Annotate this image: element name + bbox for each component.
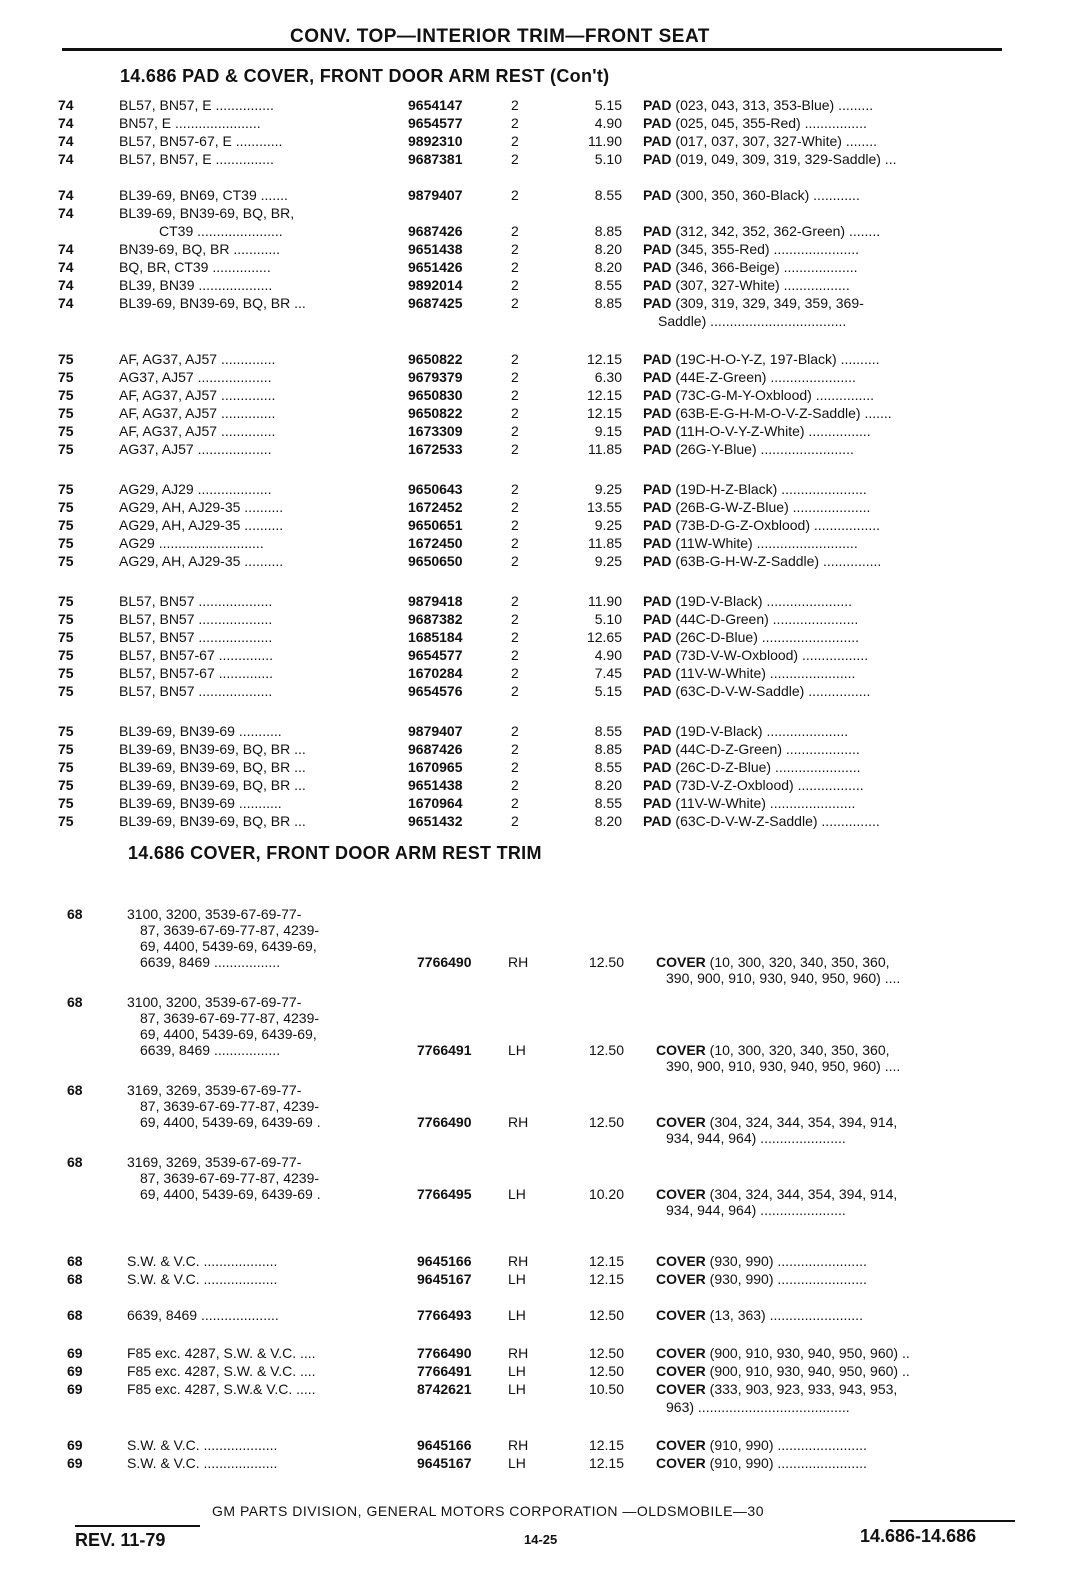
- price: 8.20: [594, 241, 622, 257]
- price: 13.55: [586, 499, 622, 515]
- quantity: RH: [508, 1253, 529, 1269]
- part-number: 9879418: [408, 593, 463, 609]
- ref-number: 75: [58, 499, 74, 515]
- quantity: LH: [508, 1186, 526, 1202]
- part-description: COVER (930, 990) .......................: [656, 1253, 867, 1269]
- quantity: 2: [511, 441, 519, 457]
- model-usage: 87, 3639-67-69-77-87, 4239-: [140, 1170, 320, 1186]
- ref-number: 75: [58, 665, 74, 681]
- ref-number: 68: [67, 1271, 83, 1287]
- part-description: PAD (300, 350, 360-Black) ............: [643, 187, 860, 203]
- part-description: COVER (304, 324, 344, 354, 394, 914,: [656, 1114, 898, 1130]
- part-description: PAD (346, 366-Beige) ...................: [643, 259, 858, 275]
- quantity: 2: [511, 277, 519, 293]
- price: 10.50: [588, 1381, 624, 1397]
- ref-number: 74: [58, 295, 74, 311]
- ref-number: 75: [58, 481, 74, 497]
- ref-number: 68: [67, 1154, 83, 1170]
- quantity: 2: [511, 223, 519, 239]
- model-usage: 3169, 3269, 3539-67-69-77-: [127, 1082, 302, 1098]
- model-usage: 6639, 8469 ....................: [127, 1307, 279, 1323]
- price: 5.15: [594, 97, 622, 113]
- quantity: 2: [511, 387, 519, 403]
- ref-number: 68: [67, 1253, 83, 1269]
- part-description: PAD (73B-D-G-Z-Oxblood) .................: [643, 517, 881, 533]
- model-usage: BN39-69, BQ, BR ............: [119, 241, 281, 257]
- ref-number: 75: [58, 517, 74, 533]
- part-number: 9650822: [408, 405, 463, 421]
- part-description: COVER (10, 300, 320, 340, 350, 360,: [656, 954, 890, 970]
- ref-number: 75: [58, 629, 74, 645]
- model-usage: BL57, BN57, E ...............: [119, 97, 274, 113]
- part-number: 9645167: [417, 1455, 472, 1471]
- part-number: 1670965: [408, 759, 463, 775]
- quantity: 2: [511, 405, 519, 421]
- quantity: 2: [511, 151, 519, 167]
- part-number: 9654576: [408, 683, 463, 699]
- price: 8.85: [594, 223, 622, 239]
- price: 9.15: [594, 423, 622, 439]
- part-description: PAD (19C-H-O-Y-Z, 197-Black) ..........: [643, 351, 880, 367]
- model-usage: 69, 4400, 5439-69, 6439-69,: [140, 1026, 317, 1042]
- price: 6.30: [594, 369, 622, 385]
- model-usage: AF, AG37, AJ57 ..............: [119, 387, 276, 403]
- model-usage: BL39-69, BN39-69, BQ, BR ...: [119, 777, 306, 793]
- part-number: 9651426: [408, 259, 463, 275]
- model-usage: AG37, AJ57 ...................: [119, 441, 272, 457]
- price: 12.15: [586, 387, 622, 403]
- price: 12.15: [586, 405, 622, 421]
- quantity: 2: [511, 351, 519, 367]
- ref-number: 75: [58, 813, 74, 829]
- model-usage: 87, 3639-67-69-77-87, 4239-: [140, 1098, 320, 1114]
- price: 8.20: [594, 259, 622, 275]
- model-usage: 3100, 3200, 3539-67-69-77-: [127, 994, 302, 1010]
- model-usage: BL57, BN57-67, E ............: [119, 133, 283, 149]
- price: 10.20: [588, 1186, 624, 1202]
- ref-number: 69: [67, 1363, 83, 1379]
- quantity: 2: [511, 629, 519, 645]
- part-description: PAD (11V-W-White) ......................: [643, 795, 856, 811]
- quantity: RH: [508, 1345, 529, 1361]
- part-number: 9687381: [408, 151, 463, 167]
- part-description: PAD (19D-H-Z-Black) ......................: [643, 481, 867, 497]
- model-usage: S.W. & V.C. ...................: [127, 1455, 278, 1471]
- part-description: PAD (26C-D-Blue) .........................: [643, 629, 860, 645]
- part-description: COVER (910, 990) .......................: [656, 1437, 867, 1453]
- ref-number: 75: [58, 683, 74, 699]
- ref-number: 69: [67, 1345, 83, 1361]
- part-number: 9892014: [408, 277, 463, 293]
- part-number: 1685184: [408, 629, 463, 645]
- price: 8.85: [594, 741, 622, 757]
- part-description: 390, 900, 910, 930, 940, 950, 960) ....: [666, 970, 901, 986]
- price: 12.15: [588, 1271, 624, 1287]
- part-description: PAD (44E-Z-Green) ......................: [643, 369, 856, 385]
- header-divider: [62, 48, 1002, 51]
- price: 8.20: [594, 813, 622, 829]
- part-number: 9650650: [408, 553, 463, 569]
- part-number: 1672452: [408, 499, 463, 515]
- price: 8.20: [594, 777, 622, 793]
- model-usage: AG37, AJ57 ...................: [119, 369, 272, 385]
- price: 8.55: [594, 187, 622, 203]
- quantity: RH: [508, 1114, 529, 1130]
- part-description: 934, 944, 964) ......................: [666, 1202, 846, 1218]
- model-usage: BL57, BN57-67 ..............: [119, 647, 274, 663]
- price: 8.55: [594, 723, 622, 739]
- quantity: 2: [511, 553, 519, 569]
- price: 4.90: [594, 647, 622, 663]
- part-description: PAD (019, 049, 309, 319, 329-Saddle) ...: [643, 151, 897, 167]
- part-number: 7766490: [417, 1114, 472, 1130]
- part-description: COVER (333, 903, 923, 933, 943, 953,: [656, 1381, 898, 1397]
- part-number: 9892310: [408, 133, 463, 149]
- ref-number: 74: [58, 133, 74, 149]
- price: 4.90: [594, 115, 622, 131]
- ref-number: 74: [58, 259, 74, 275]
- model-usage: BL39-69, BN39-69 ...........: [119, 795, 282, 811]
- model-usage: BN57, E ......................: [119, 115, 261, 131]
- quantity: 2: [511, 723, 519, 739]
- quantity: 2: [511, 259, 519, 275]
- model-usage: BL39-69, BN39-69 ...........: [119, 723, 282, 739]
- ref-number: 68: [67, 994, 83, 1010]
- part-number: 9645167: [417, 1271, 472, 1287]
- quantity: 2: [511, 369, 519, 385]
- price: 5.10: [594, 151, 622, 167]
- model-usage: 3169, 3269, 3539-67-69-77-: [127, 1154, 302, 1170]
- part-description: PAD (44C-D-Green) ......................: [643, 611, 859, 627]
- ref-number: 74: [58, 205, 74, 221]
- model-usage: BL57, BN57 ...................: [119, 629, 273, 645]
- quantity: 2: [511, 683, 519, 699]
- part-description: PAD (26G-Y-Blue) ........................: [643, 441, 854, 457]
- page-header-title: CONV. TOP—INTERIOR TRIM—FRONT SEAT: [290, 26, 710, 47]
- part-number: 9687426: [408, 223, 463, 239]
- quantity: 2: [511, 499, 519, 515]
- price: 12.50: [588, 1114, 624, 1130]
- part-description: PAD (19D-V-Black) .....................: [643, 723, 849, 739]
- footer-divider-left: [75, 1525, 200, 1527]
- part-number: 9679379: [408, 369, 463, 385]
- model-usage: BL57, BN57-67 ..............: [119, 665, 274, 681]
- part-description: PAD (307, 327-White) .................: [643, 277, 850, 293]
- price: 11.90: [588, 593, 622, 609]
- part-number: 8742621: [417, 1381, 472, 1397]
- part-number: 9651432: [408, 813, 463, 829]
- price: 11.85: [588, 441, 622, 457]
- ref-number: 68: [67, 1082, 83, 1098]
- part-description: PAD (025, 045, 355-Red) ................: [643, 115, 867, 131]
- footer-revision: REV. 11-79: [75, 1530, 166, 1550]
- price: 12.15: [586, 351, 622, 367]
- footer-divider-right: [890, 1520, 1015, 1522]
- model-usage: AF, AG37, AJ57 ..............: [119, 423, 276, 439]
- section-title-cover-trim: 14.686 COVER, FRONT DOOR ARM REST TRIM: [128, 843, 542, 863]
- model-usage: CT39 ......................: [159, 223, 283, 239]
- model-usage: S.W. & V.C. ...................: [127, 1271, 278, 1287]
- quantity: 2: [511, 647, 519, 663]
- part-description: COVER (900, 910, 930, 940, 950, 960) ..: [656, 1363, 910, 1379]
- price: 11.85: [588, 535, 622, 551]
- part-description: COVER (13, 363) ........................: [656, 1307, 863, 1323]
- quantity: 2: [511, 777, 519, 793]
- part-description: PAD (312, 342, 352, 362-Green) ........: [643, 223, 881, 239]
- part-number: 9651438: [408, 241, 463, 257]
- price: 8.55: [594, 795, 622, 811]
- part-number: 9654577: [408, 647, 463, 663]
- price: 11.90: [588, 133, 622, 149]
- price: 12.50: [588, 1345, 624, 1361]
- quantity: 2: [511, 665, 519, 681]
- part-description: PAD (73D-V-Z-Oxblood) .................: [643, 777, 864, 793]
- part-description: PAD (11V-W-White) ......................: [643, 665, 856, 681]
- model-usage: AG29 ...........................: [119, 535, 264, 551]
- part-description: PAD (26B-G-W-Z-Blue) ....................: [643, 499, 871, 515]
- price: 12.15: [588, 1437, 624, 1453]
- price: 9.25: [594, 517, 622, 533]
- quantity: LH: [508, 1363, 526, 1379]
- model-usage: BL39-69, BN39-69, BQ, BR ...: [119, 813, 306, 829]
- part-number: 9650651: [408, 517, 463, 533]
- model-usage: AG29, AJ29 ...................: [119, 481, 272, 497]
- part-number: 9687382: [408, 611, 463, 627]
- model-usage: BL39, BN39 ...................: [119, 277, 273, 293]
- part-description: PAD (11H-O-V-Y-Z-White) ................: [643, 423, 871, 439]
- ref-number: 75: [58, 369, 74, 385]
- ref-number: 74: [58, 97, 74, 113]
- part-number: 7766493: [417, 1307, 472, 1323]
- part-description: 963) .......................................: [666, 1399, 850, 1415]
- model-usage: 87, 3639-67-69-77-87, 4239-: [140, 1010, 320, 1026]
- model-usage: AG29, AH, AJ29-35 ..........: [119, 499, 284, 515]
- part-description: PAD (63C-D-V-W-Saddle) ................: [643, 683, 871, 699]
- price: 5.10: [594, 611, 622, 627]
- quantity: LH: [508, 1307, 526, 1323]
- ref-number: 74: [58, 241, 74, 257]
- footer-section-range: 14.686-14.686: [860, 1526, 977, 1546]
- part-description: PAD (73C-G-M-Y-Oxblood) ...............: [643, 387, 875, 403]
- price: 12.65: [586, 629, 622, 645]
- ref-number: 75: [58, 553, 74, 569]
- model-usage: BL57, BN57, E ...............: [119, 151, 274, 167]
- quantity: 2: [511, 795, 519, 811]
- part-description: PAD (11W-White) ..........................: [643, 535, 858, 551]
- part-description: COVER (900, 910, 930, 940, 950, 960) ..: [656, 1345, 910, 1361]
- model-usage: F85 exc. 4287, S.W.& V.C. .....: [127, 1381, 316, 1397]
- price: 9.25: [594, 481, 622, 497]
- part-description: PAD (44C-D-Z-Green) ...................: [643, 741, 860, 757]
- quantity: 2: [511, 813, 519, 829]
- part-description: PAD (63C-D-V-W-Z-Saddle) ...............: [643, 813, 880, 829]
- quantity: LH: [508, 1455, 526, 1471]
- price: 12.50: [588, 1042, 624, 1058]
- price: 7.45: [594, 665, 622, 681]
- part-number: 9687425: [408, 295, 463, 311]
- price: 12.50: [588, 1307, 624, 1323]
- part-description: Saddle) ...................................: [658, 313, 847, 329]
- quantity: 2: [511, 241, 519, 257]
- section-title-pad-cover: 14.686 PAD & COVER, FRONT DOOR ARM REST (Con't): [120, 66, 610, 86]
- quantity: RH: [508, 954, 529, 970]
- quantity: LH: [508, 1271, 526, 1287]
- ref-number: 75: [58, 777, 74, 793]
- part-description: COVER (10, 300, 320, 340, 350, 360,: [656, 1042, 890, 1058]
- quantity: 2: [511, 759, 519, 775]
- part-description: COVER (304, 324, 344, 354, 394, 914,: [656, 1186, 898, 1202]
- footer-publisher: GM PARTS DIVISION, GENERAL MOTORS CORPORATION —OLDSMOBILE—30: [212, 1503, 764, 1519]
- ref-number: 69: [67, 1455, 83, 1471]
- part-description: PAD (63B-E-G-H-M-O-V-Z-Saddle) .......: [643, 405, 892, 421]
- part-description: PAD (309, 319, 329, 349, 359, 369-: [643, 295, 864, 311]
- model-usage: F85 exc. 4287, S.W. & V.C. ....: [127, 1363, 316, 1379]
- part-number: 1672450: [408, 535, 463, 551]
- price: 8.55: [594, 759, 622, 775]
- price: 8.85: [594, 295, 622, 311]
- model-usage: BL39-69, BN39-69, BQ, BR ...: [119, 741, 306, 757]
- ref-number: 75: [58, 351, 74, 367]
- ref-number: 75: [58, 535, 74, 551]
- part-number: 1670964: [408, 795, 463, 811]
- part-number: 7766490: [417, 954, 472, 970]
- part-number: 9645166: [417, 1253, 472, 1269]
- model-usage: AF, AG37, AJ57 ..............: [119, 405, 276, 421]
- part-description: PAD (63B-G-H-W-Z-Saddle) ...............: [643, 553, 882, 569]
- part-number: 9650822: [408, 351, 463, 367]
- part-number: 1673309: [408, 423, 463, 439]
- model-usage: BL57, BN57 ...................: [119, 683, 273, 699]
- part-description: PAD (023, 043, 313, 353-Blue) .........: [643, 97, 874, 113]
- footer-page-number: 14-25: [524, 1532, 558, 1547]
- part-number: 9654577: [408, 115, 463, 131]
- price: 12.15: [588, 1455, 624, 1471]
- quantity: RH: [508, 1437, 529, 1453]
- ref-number: 75: [58, 741, 74, 757]
- model-usage: BL39-69, BN39-69, BQ, BR,: [119, 205, 295, 221]
- price: 12.15: [588, 1253, 624, 1269]
- price: 5.15: [594, 683, 622, 699]
- ref-number: 74: [58, 115, 74, 131]
- ref-number: 68: [67, 1307, 83, 1323]
- part-description: COVER (930, 990) .......................: [656, 1271, 867, 1287]
- quantity: 2: [511, 517, 519, 533]
- part-number: 9650830: [408, 387, 463, 403]
- model-usage: 69, 4400, 5439-69, 6439-69 .: [140, 1114, 321, 1130]
- model-usage: 87, 3639-67-69-77-87, 4239-: [140, 922, 320, 938]
- model-usage: S.W. & V.C. ...................: [127, 1437, 278, 1453]
- model-usage: S.W. & V.C. ...................: [127, 1253, 278, 1269]
- part-number: 7766491: [417, 1363, 472, 1379]
- quantity: 2: [511, 535, 519, 551]
- quantity: 2: [511, 295, 519, 311]
- ref-number: 74: [58, 151, 74, 167]
- part-number: 9654147: [408, 97, 463, 113]
- part-description: PAD (345, 355-Red) ......................: [643, 241, 860, 257]
- part-number: 7766495: [417, 1186, 472, 1202]
- quantity: 2: [511, 187, 519, 203]
- price: 8.55: [594, 277, 622, 293]
- part-number: 9651438: [408, 777, 463, 793]
- part-number: 9650643: [408, 481, 463, 497]
- ref-number: 75: [58, 795, 74, 811]
- model-usage: BL57, BN57 ...................: [119, 593, 273, 609]
- quantity: LH: [508, 1381, 526, 1397]
- ref-number: 75: [58, 611, 74, 627]
- ref-number: 75: [58, 441, 74, 457]
- part-number: 7766490: [417, 1345, 472, 1361]
- price: 12.50: [588, 1363, 624, 1379]
- ref-number: 68: [67, 906, 83, 922]
- quantity: 2: [511, 741, 519, 757]
- part-number: 1672533: [408, 441, 463, 457]
- ref-number: 75: [58, 593, 74, 609]
- model-usage: AG29, AH, AJ29-35 ..........: [119, 517, 284, 533]
- model-usage: BL39-69, BN39-69, BQ, BR ...: [119, 295, 306, 311]
- model-usage: 69, 4400, 5439-69, 6439-69 .: [140, 1186, 321, 1202]
- ref-number: 74: [58, 187, 74, 203]
- model-usage: 6639, 8469 .................: [140, 954, 281, 970]
- ref-number: 75: [58, 759, 74, 775]
- quantity: 2: [511, 481, 519, 497]
- model-usage: BL57, BN57 ...................: [119, 611, 273, 627]
- part-description: 390, 900, 910, 930, 940, 950, 960) ....: [666, 1058, 901, 1074]
- quantity: 2: [511, 611, 519, 627]
- ref-number: 75: [58, 423, 74, 439]
- part-number: 9879407: [408, 187, 463, 203]
- part-number: 9687426: [408, 741, 463, 757]
- part-number: 9645166: [417, 1437, 472, 1453]
- price: 9.25: [594, 553, 622, 569]
- part-description: PAD (73D-V-W-Oxblood) .................: [643, 647, 869, 663]
- part-number: 1670284: [408, 665, 463, 681]
- model-usage: 69, 4400, 5439-69, 6439-69,: [140, 938, 317, 954]
- part-description: PAD (26C-D-Z-Blue) ......................: [643, 759, 861, 775]
- part-description: PAD (017, 037, 307, 327-White) ........: [643, 133, 877, 149]
- ref-number: 69: [67, 1381, 83, 1397]
- model-usage: BL39-69, BN69, CT39 .......: [119, 187, 288, 203]
- ref-number: 75: [58, 647, 74, 663]
- quantity: LH: [508, 1042, 526, 1058]
- model-usage: F85 exc. 4287, S.W. & V.C. ....: [127, 1345, 316, 1361]
- quantity: 2: [511, 593, 519, 609]
- ref-number: 69: [67, 1437, 83, 1453]
- model-usage: BQ, BR, CT39 ...............: [119, 259, 271, 275]
- part-number: 9879407: [408, 723, 463, 739]
- quantity: 2: [511, 115, 519, 131]
- ref-number: 74: [58, 277, 74, 293]
- ref-number: 75: [58, 405, 74, 421]
- model-usage: AF, AG37, AJ57 ..............: [119, 351, 276, 367]
- quantity: 2: [511, 423, 519, 439]
- part-description: COVER (910, 990) .......................: [656, 1455, 867, 1471]
- ref-number: 75: [58, 723, 74, 739]
- model-usage: 3100, 3200, 3539-67-69-77-: [127, 906, 302, 922]
- model-usage: AG29, AH, AJ29-35 ..........: [119, 553, 284, 569]
- quantity: 2: [511, 97, 519, 113]
- quantity: 2: [511, 133, 519, 149]
- part-description: 934, 944, 964) ......................: [666, 1130, 846, 1146]
- price: 12.50: [588, 954, 624, 970]
- part-number: 7766491: [417, 1042, 472, 1058]
- model-usage: BL39-69, BN39-69, BQ, BR ...: [119, 759, 306, 775]
- ref-number: 75: [58, 387, 74, 403]
- model-usage: 6639, 8469 .................: [140, 1042, 281, 1058]
- part-description: PAD (19D-V-Black) ......................: [643, 593, 853, 609]
